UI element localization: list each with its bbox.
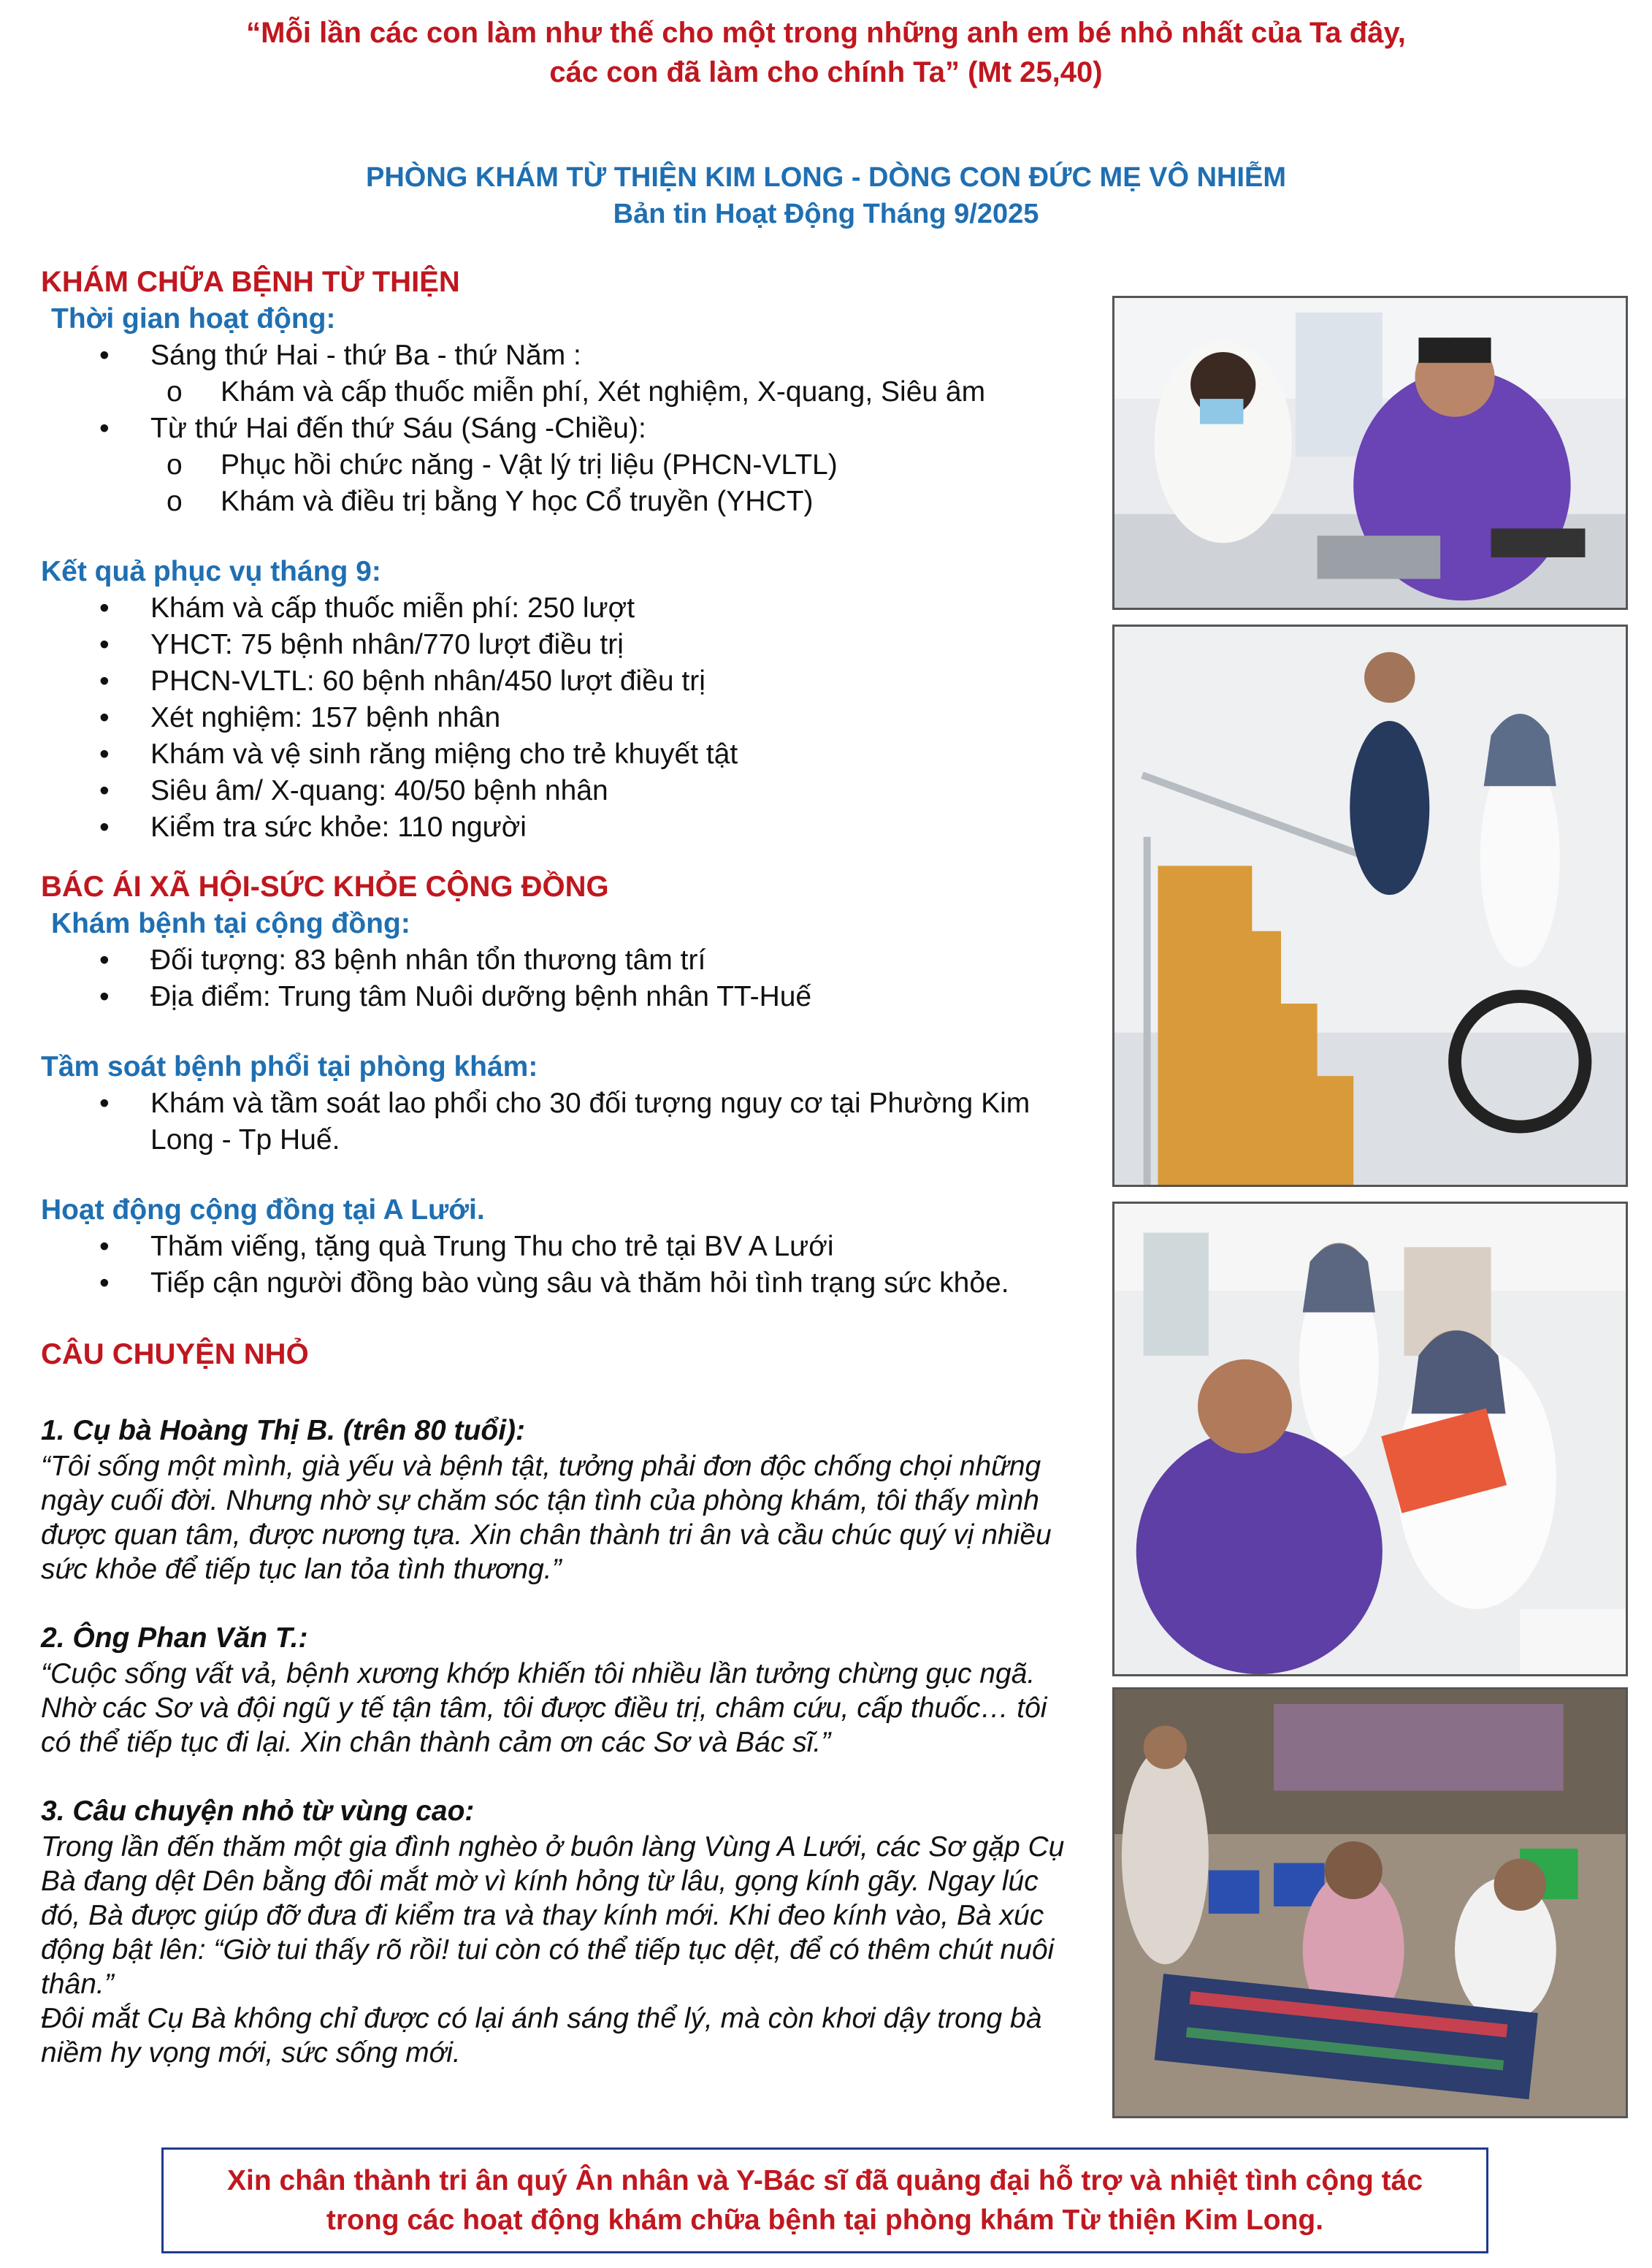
- story-1-title: 1. Cụ bà Hoàng Thị B. (trên 80 tuổi):: [41, 1415, 525, 1446]
- hours-sublist: [41, 447, 1100, 520]
- hours-sublist: [41, 374, 1100, 411]
- photo-community-visit: [1112, 1202, 1628, 1676]
- list-item: • Thăm viếng, tặng quà Trung Thu cho trẻ tại BV A Lưới: [99, 1231, 834, 1262]
- community-list: [41, 942, 1100, 1015]
- community-title: Khám bệnh tại cộng đồng:: [51, 908, 410, 939]
- photo-doctor-exam: [1112, 296, 1628, 610]
- photo-weaving-elder: [1112, 1687, 1628, 2118]
- hours-list: [41, 337, 1100, 374]
- list-item: • Xét nghiệm: 157 bệnh nhân: [99, 702, 501, 733]
- story-3-title: 3. Câu chuyện nhỏ từ vùng cao:: [41, 1795, 475, 1827]
- list-item: • Siêu âm/ X-quang: 40/50 bệnh nhân: [99, 775, 608, 806]
- list-item: • Khám và tầm soát lao phổi cho 30 đối tượng nguy cơ tại Phường Kim Long - Tp Huế.: [99, 1088, 1030, 1156]
- lung-screening-title: Tầm soát bệnh phổi tại phòng khám:: [41, 1051, 538, 1083]
- list-item: • Đối tượng: 83 bệnh nhân tổn thương tâm trí: [99, 944, 706, 976]
- results-list: [41, 590, 1100, 846]
- stories-title: CÂU CHUYỆN NHỎ: [41, 1338, 309, 1370]
- story-3-text: Trong lần đến thăm một gia đình nghèo ở buôn làng Vùng A Lưới, các Sơ gặp Cụ Bà đang dệt Dên bằng đôi mắt mờ vì kính hỏng từ lâu, gọng kính gãy. Ngay lúc đó, Bà được giúp đỡ đưa đi kiểm tra và thay kính mới. Khi đeo kính vào, Bà xúc động bật lên: “Giờ tui thấy rõ rồi! tui còn có thể tiếp tục dệt, để có thêm chút nuôi thân.”: [41, 1831, 1065, 2000]
- photo-rehab-stairs: [1112, 625, 1628, 1187]
- thanks-line-2: trong các hoạt động khám chữa bệnh tại phòng khám Từ thiện Kim Long.: [326, 2204, 1324, 2236]
- hours-title: Thời gian hoạt động:: [51, 303, 336, 335]
- clinic-title: PHÒNG KHÁM TỪ THIỆN KIM LONG - DÒNG CON ĐỨC MẸ VÔ NHIỄM: [365, 162, 1287, 193]
- story-2-text: “Cuộc sống vất vả, bệnh xương khớp khiến tôi nhiều lần tưởng chừng gục ngã. Nhờ các Sơ và đội ngũ y tế tận tâm, tôi được điều trị, châm cứu, cấp thuốc… tôi có thể tiếp tục đi lại. Xin chân thành cảm ơn các Sơ và Bác sĩ.”: [41, 1658, 1047, 1758]
- section-charity-title: KHÁM CHỮA BỆNH TỪ THIỆN: [41, 266, 460, 298]
- section-community-title: BÁC ÁI XÃ HỘI-SỨC KHỎE CỘNG ĐỒNG: [41, 871, 609, 903]
- scripture-quote: [0, 13, 1652, 92]
- list-item: • Kiểm tra sức khỏe: 110 người: [99, 812, 527, 843]
- list-item: • Khám và cấp thuốc miễn phí: 250 lượt: [99, 592, 635, 624]
- list-item: • Địa điểm: Trung tâm Nuôi dưỡng bệnh nhân TT-Huế: [99, 981, 812, 1012]
- quote-line-2: các con đã làm cho chính Ta” (Mt 25,40): [549, 56, 1103, 88]
- list-item: • Từ thứ Hai đến thứ Sáu (Sáng -Chiều):: [99, 413, 646, 444]
- story-3-text-2: Đôi mắt Cụ Bà không chỉ được có lại ánh sáng thể lý, mà còn khơi dậy trong bà niềm hy vọng mới, sức sống mới.: [41, 2003, 1042, 2069]
- newsletter-header: [0, 159, 1652, 232]
- results-title: Kết quả phục vụ tháng 9:: [41, 556, 381, 587]
- story-2-title: 2. Ông Phan Văn T.:: [41, 1622, 308, 1654]
- list-item: o Phục hồi chức năng - Vật lý trị liệu (PHCN-VLTL): [167, 449, 838, 481]
- list-item: • Tiếp cận người đồng bào vùng sâu và thăm hỏi tình trạng sức khỏe.: [99, 1267, 1009, 1299]
- list-item: o Khám và cấp thuốc miễn phí, Xét nghiệm, X-quang, Siêu âm: [167, 376, 986, 408]
- aluoi-list: [41, 1229, 1100, 1302]
- quote-line-1: “Mỗi lần các con làm như thế cho một trong những anh em bé nhỏ nhất của Ta đây,: [246, 17, 1406, 49]
- aluoi-title: Hoạt động cộng đồng tại A Lưới.: [41, 1194, 485, 1226]
- lung-list: [41, 1085, 1100, 1158]
- thanks-line-1: Xin chân thành tri ân quý Ân nhân và Y-Bác sĩ đã quảng đại hỗ trợ và nhiệt tình cộng tác: [226, 2165, 1423, 2196]
- newsletter-subtitle: Bản tin Hoạt Động Tháng 9/2025: [613, 199, 1039, 229]
- list-item: o Khám và điều trị bằng Y học Cổ truyền (YHCT): [167, 486, 814, 517]
- hours-list: [41, 411, 1100, 447]
- thanks-box: [161, 2147, 1488, 2253]
- list-item: • PHCN-VLTL: 60 bệnh nhân/450 lượt điều trị: [99, 665, 705, 697]
- main-column: [41, 263, 1100, 2070]
- list-item: • Sáng thứ Hai - thứ Ba - thứ Năm :: [99, 340, 581, 371]
- list-item: • Khám và vệ sinh răng miệng cho trẻ khuyết tật: [99, 738, 738, 770]
- story-1-text: “Tôi sống một mình, già yếu và bệnh tật, tưởng phải đơn độc chống chọi những ngày cuối đời. Nhưng nhờ sự chăm sóc tận tình của phòng khám, tôi thấy mình được quan tâm, được nương tựa. Xin chân thành tri ân và cầu chúc quý vị nhiều sức khỏe để tiếp tục lan tỏa tình thương.”: [41, 1451, 1052, 1585]
- list-item: • YHCT: 75 bệnh nhân/770 lượt điều trị: [99, 629, 624, 660]
